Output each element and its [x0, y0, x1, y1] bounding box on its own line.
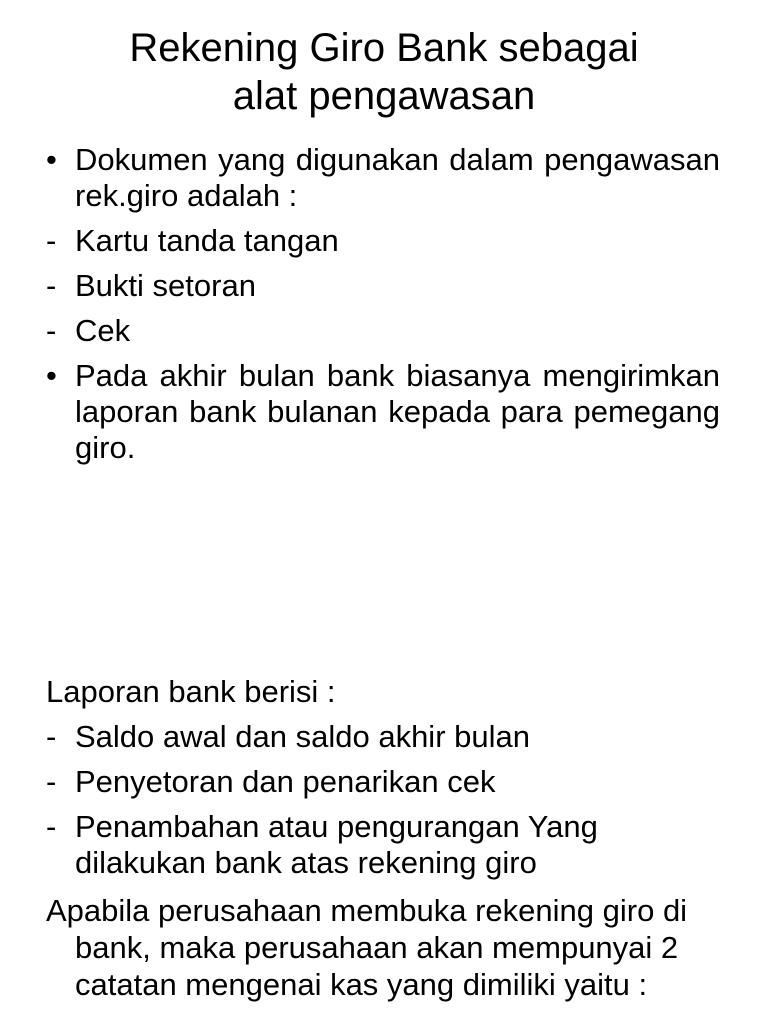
- report-item: [46, 764, 720, 800]
- dash-text: Cek: [75, 313, 131, 348]
- bullet-text: Dokumen yang digunakan dalam pengawasan rek.giro adalah :: [75, 142, 720, 213]
- dash-item: [46, 268, 720, 304]
- report-item: [46, 809, 720, 881]
- dash-marker: -: [46, 313, 57, 348]
- dash-marker: -: [46, 809, 57, 844]
- dash-text: Bukti setoran: [75, 268, 256, 303]
- report-heading: Laporan bank berisi :: [46, 674, 336, 709]
- dash-marker: -: [46, 268, 57, 303]
- report-section: [46, 674, 720, 881]
- dash-text: Kartu tanda tangan: [75, 223, 339, 258]
- dash-marker: -: [46, 719, 57, 754]
- closing-paragraph: Apabila perusahaan membuka rekening giro di bank, maka perusahaan akan mempunyai 2 catatan mengenai kas yang dimiliki yaitu :: [46, 893, 688, 1002]
- report-item-text: Penyetoran dan penarikan cek: [75, 764, 496, 799]
- bullet-marker: •: [46, 142, 57, 177]
- dash-marker: -: [46, 223, 57, 258]
- bullet-text: Pada akhir bulan bank biasanya mengirimkan laporan bank bulanan kepada para pemegang giro.: [75, 358, 720, 465]
- report-item: [46, 719, 720, 755]
- dash-item: [46, 313, 720, 349]
- dash-item: [46, 223, 720, 259]
- title-line-1: Rekening Giro Bank sebagai: [129, 26, 639, 70]
- bullet-item: [46, 142, 720, 214]
- slide-title: [0, 24, 768, 120]
- title-line-2: alat pengawasan: [232, 74, 536, 118]
- report-item-text: Saldo awal dan saldo akhir bulan: [75, 719, 530, 754]
- bullet-marker: •: [46, 358, 57, 393]
- report-item-text: Penambahan atau pengurangan Yang dilakukan bank atas rekening giro: [75, 809, 598, 880]
- bullet-list: [46, 142, 720, 466]
- dash-marker: -: [46, 764, 57, 799]
- bullet-item: [46, 358, 720, 466]
